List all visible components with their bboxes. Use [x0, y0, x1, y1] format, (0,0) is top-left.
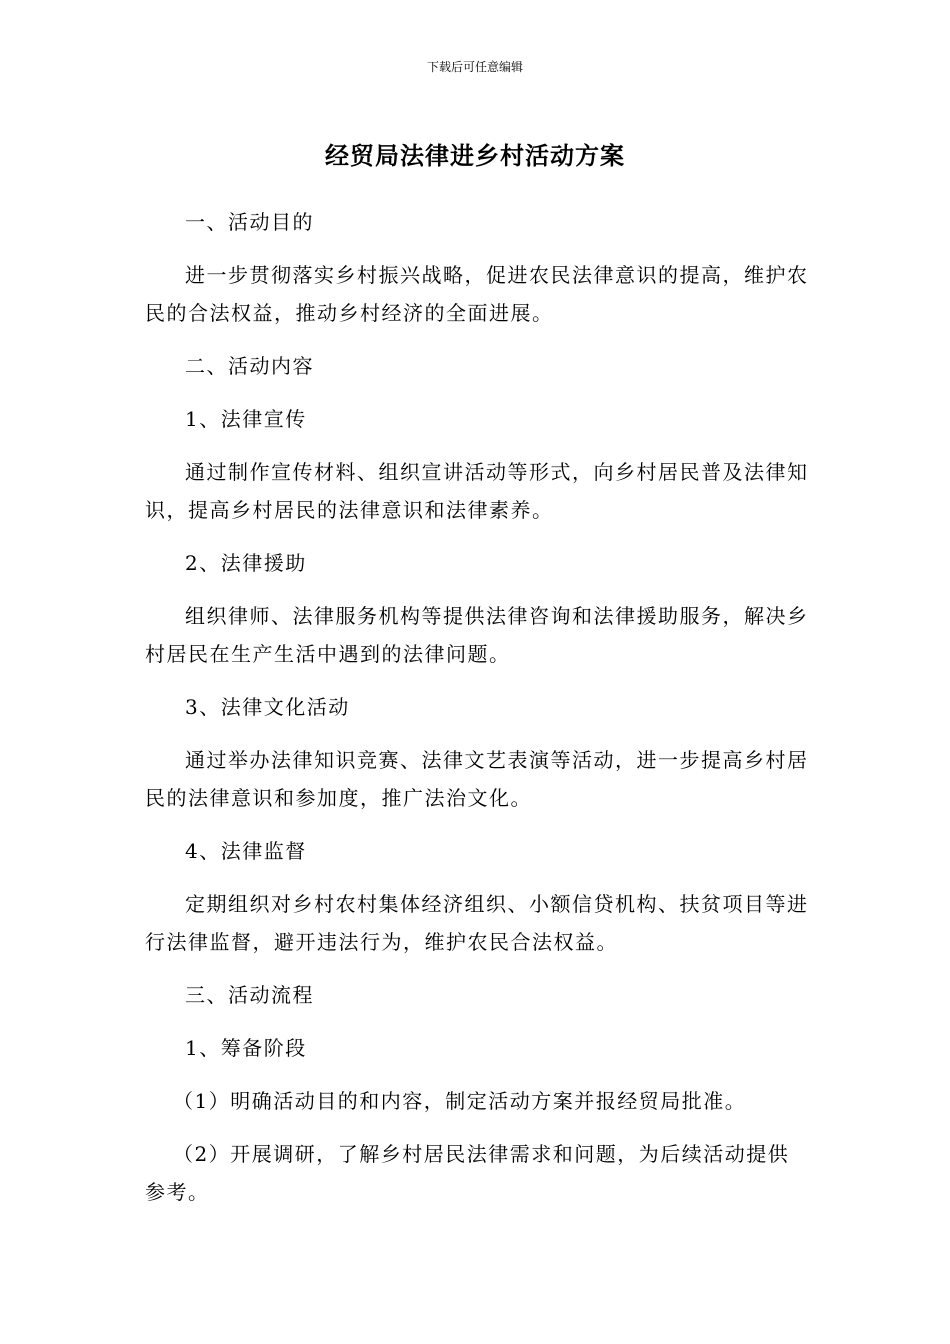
subsection-heading: 4、法律监督: [185, 839, 307, 863]
paragraph: 组织律师、法律服务机构等提供法律咨询和法律援助服务，解决乡村居民在生产生活中遇到的法律问题。: [145, 604, 809, 666]
document-title: 经贸局法律进乡村活动方案: [325, 142, 625, 170]
section-heading: 二、活动内容: [185, 354, 314, 378]
paragraph: 定期组织对乡村农村集体经济组织、小额信贷机构、扶贫项目等进行法律监督，避开违法行为，维护农民合法权益。: [145, 892, 809, 954]
header-note: 下载后可任意编辑: [426, 60, 523, 74]
subsection-heading: 1、法律宣传: [185, 407, 307, 431]
list-item: （2）开展调研，了解乡村居民法律需求和问题，为后续活动提供参考。: [145, 1142, 790, 1204]
paragraph: 进一步贯彻落实乡村振兴战略，促进农民法律意识的提高，维护农民的合法权益，推动乡村经济的全面进展。: [145, 263, 809, 325]
paragraph: 通过举办法律知识竞赛、法律文艺表演等活动，进一步提高乡村居民的法律意识和参加度，推广法治文化。: [145, 748, 809, 810]
subsection-heading: 3、法律文化活动: [185, 695, 350, 719]
subsection-heading: 1、筹备阶段: [185, 1036, 307, 1060]
section-heading: 一、活动目的: [185, 210, 314, 234]
paragraph: 通过制作宣传材料、组织宣讲活动等形式，向乡村居民普及法律知识，提高乡村居民的法律意识和法律素养。: [145, 460, 809, 522]
section-heading: 三、活动流程: [185, 983, 314, 1007]
document-body: [145, 203, 810, 1226]
list-item: （1）明确活动目的和内容，制定活动方案并报经贸局批准。: [173, 1089, 747, 1113]
subsection-heading: 2、法律援助: [185, 551, 307, 575]
